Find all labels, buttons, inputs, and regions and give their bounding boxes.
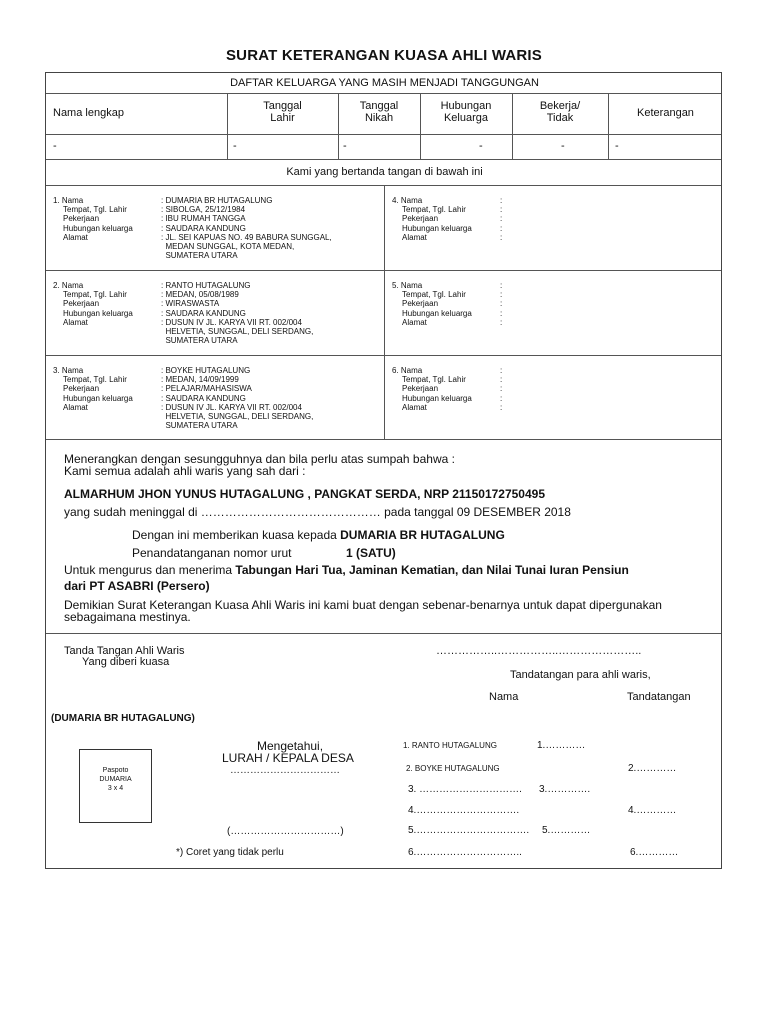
photo-box [79, 749, 152, 823]
heir-block-4 [392, 196, 502, 242]
heir-job: : [500, 299, 503, 309]
spacer [53, 412, 161, 421]
heir-address: : [500, 402, 503, 412]
heir-name: : [500, 281, 503, 290]
sign-list-name: 3. …………………………. [408, 784, 522, 795]
heir-relation: : SAUDARA KANDUNG [161, 223, 246, 233]
label: Tempat, Tgl. Lahir [63, 290, 127, 300]
heir-block-5 [392, 281, 502, 327]
header-line: Tanggal [263, 100, 302, 112]
signers-heading: Kami yang bertanda tangan di bawah ini [286, 166, 483, 178]
sign-list-name: 5.……………………………. [408, 825, 530, 836]
statement-line: Menerangkan dengan sesungguhnya dan bila perlu atas sumpah bahwa : [64, 452, 455, 466]
heir-address: MEDAN SUNGGAL, KOTA MEDAN, [161, 242, 295, 252]
place-date: ……………..……………..………………….. [436, 645, 642, 657]
sign-list-name: 4.…………………………. [408, 805, 520, 816]
sign-list-slot: 6.………… [630, 847, 679, 858]
photo-label: 3 x 4 [107, 785, 124, 792]
power-text: Dengan ini memberikan kuasa kepada [132, 528, 341, 542]
label: Alamat [63, 232, 88, 242]
column-label-tandatangan: Tandatangan [627, 691, 691, 703]
sign-list-slot: 5.………… [542, 825, 591, 836]
sign-list-name: 1. RANTO HUTAGALUNG [403, 741, 497, 750]
header-line: Hubungan [440, 100, 492, 112]
spacer [53, 421, 161, 430]
label: 5. Nama [392, 281, 423, 290]
sign-list-name: 6.………………………….. [408, 847, 522, 858]
heir-name: : [500, 366, 503, 375]
death-line: yang sudah meninggal di ……………………………………… pada tanggal 09 DESEMBER 2018 [64, 505, 571, 519]
header-line: Tidak [546, 112, 574, 124]
signer-number: 1 (SATU) [346, 546, 396, 560]
heir-address: SUMATERA UTARA [161, 336, 238, 346]
header-line: Lahir [270, 112, 295, 124]
heir-address: : DUSUN IV JL. KARYA VII RT. 002/004 [161, 317, 302, 327]
column-header-tanggal-lahir [227, 100, 338, 124]
column-header-nama: Nama lengkap [53, 107, 124, 119]
label: Hubungan keluarga [63, 308, 133, 318]
label: 2. Nama [53, 281, 84, 290]
heir-address: SUMATERA UTARA [161, 251, 238, 261]
purpose-line-2: dari PT ASABRI (Persero) [64, 579, 210, 593]
label: Tempat, Tgl. Lahir [402, 290, 466, 300]
column-divider [384, 185, 385, 439]
lurah-label: LURAH / KEPALA DESA [222, 751, 354, 765]
label: Pekerjaan [63, 214, 100, 224]
label: Pekerjaan [63, 299, 100, 309]
power-name: DUMARIA BR HUTAGALUNG [340, 528, 505, 542]
sign-list-name: 2. BOYKE HUTAGALUNG [406, 764, 500, 773]
heir-relation: : [500, 393, 503, 403]
heir-block-2 [53, 281, 313, 345]
heir-address: : [500, 317, 503, 327]
table-cell: - [615, 140, 619, 152]
table-cell: - [343, 140, 347, 152]
note: *) Coret yang tidak perlu [176, 847, 284, 858]
label: Hubungan keluarga [402, 393, 472, 403]
label: Alamat [402, 317, 427, 327]
heir-name: : DUMARIA BR HUTAGALUNG [161, 196, 273, 205]
heir-job: : PELAJAR/MAHASISWA [161, 384, 252, 394]
heir-relation: : [500, 308, 503, 318]
label: Tempat, Tgl. Lahir [63, 375, 127, 385]
heir-relation: : SAUDARA KANDUNG [161, 308, 246, 318]
heir-name: : RANTO HUTAGALUNG [161, 281, 251, 290]
header-line: Keluarga [443, 112, 489, 124]
table-cell: - [561, 140, 565, 152]
lurah-dots: …………………………… [230, 765, 340, 776]
lurah-name: (……………………………) [227, 826, 344, 837]
heir-name: : [500, 196, 503, 205]
column-header-keterangan: Keterangan [637, 107, 694, 119]
heir-block-6 [392, 366, 502, 412]
purpose-line [64, 563, 629, 577]
heir-birth: : [500, 375, 503, 385]
label: Hubungan keluarga [402, 308, 472, 318]
purpose-text: Untuk mengurus dan menerima [64, 563, 236, 577]
heir-name: : BOYKE HUTAGALUNG [161, 366, 251, 375]
document-title: SURAT KETERANGAN KUASA AHLI WARIS [225, 47, 543, 64]
divider [46, 134, 721, 135]
ttd-label: Tanda Tangan Ahli Waris [64, 645, 185, 657]
heir-job: : IBU RUMAH TANGGA [161, 214, 246, 224]
spacer [53, 251, 161, 260]
label: Alamat [63, 317, 88, 327]
heir-birth: : [500, 205, 503, 215]
label: Pekerjaan [402, 384, 439, 394]
divider [46, 93, 721, 94]
heir-birth: : [500, 290, 503, 300]
heir-address: HELVETIA, SUNGGAL, DELI SERDANG, [161, 412, 314, 422]
heir-block-1 [53, 196, 332, 260]
heir-address: HELVETIA, SUNGGAL, DELI SERDANG, [161, 327, 314, 337]
sign-list-slot: 3.…………. [539, 784, 591, 795]
column-header-tanggal-nikah [338, 100, 420, 124]
ttd-label: Yang diberi kuasa [82, 656, 170, 668]
header-line: Nikah [364, 112, 394, 124]
heir-job: : WIRASWASTA [161, 299, 220, 309]
table-cell: - [233, 140, 237, 152]
label: Tempat, Tgl. Lahir [402, 205, 466, 215]
label: 1. Nama [53, 196, 84, 205]
closing-line: Demikian Surat Keterangan Kuasa Ahli Waris ini kami buat dengan sebenar-benarnya untuk dapat dipergunakan [64, 598, 662, 612]
spacer [53, 327, 161, 336]
header-line: Bekerja/ [539, 100, 581, 112]
table-cell: - [479, 140, 483, 152]
signer-number-label: Penandatanganan nomor urut [132, 546, 292, 560]
column-divider [608, 93, 609, 159]
purpose-bold: Tabungan Hari Tua, Jaminan Kematian, dan Nilai Tunai Iuran Pensiun [235, 563, 629, 577]
header-line: Tanggal [359, 100, 399, 112]
label: Hubungan keluarga [402, 223, 472, 233]
heir-address: : JL. SEI KAPUAS NO. 49 BABURA SUNGGAL, [161, 232, 332, 242]
divider [46, 159, 721, 160]
divider [46, 439, 721, 440]
heir-relation: : SAUDARA KANDUNG [161, 393, 246, 403]
heir-block-3 [53, 366, 313, 430]
heir-job: : [500, 384, 503, 394]
heir-address: : DUSUN IV JL. KARYA VII RT. 002/004 [161, 402, 302, 412]
divider [46, 633, 721, 634]
table-cell: - [53, 140, 57, 152]
label: Alamat [402, 232, 427, 242]
attorney-name: (DUMARIA BR HUTAGALUNG) [51, 713, 195, 724]
spacer [53, 242, 161, 251]
family-table-heading: DAFTAR KELUARGA YANG MASIH MENJADI TANGGUNGAN [230, 77, 539, 89]
column-label-nama: Nama [489, 691, 519, 703]
closing-line: sebagaimana mestinya. [64, 610, 191, 624]
label: 4. Nama [392, 196, 423, 205]
heir-address: SUMATERA UTARA [161, 421, 238, 431]
heir-birth: : MEDAN, 14/09/1999 [161, 375, 239, 385]
label: Pekerjaan [402, 214, 439, 224]
heirs-signature-label: Tandatangan para ahli waris, [510, 669, 651, 681]
power-line [132, 528, 505, 542]
label: Tempat, Tgl. Lahir [63, 205, 127, 215]
statement-line: Kami semua adalah ahli waris yang sah dari : [64, 464, 306, 478]
label: Alamat [402, 402, 427, 412]
spacer [53, 336, 161, 345]
sign-list-slot: 2.………… [628, 763, 677, 774]
label: Pekerjaan [63, 384, 100, 394]
heir-job: : [500, 214, 503, 224]
label: Pekerjaan [402, 299, 439, 309]
heir-relation: : [500, 223, 503, 233]
heir-birth: : MEDAN, 05/08/1989 [161, 290, 239, 300]
label: Alamat [63, 402, 88, 412]
column-header-hubungan [420, 100, 512, 124]
deceased-line: ALMARHUM JHON YUNUS HUTAGALUNG , PANGKAT SERDA, NRP 21150172750495 [64, 487, 546, 501]
heir-birth: : SIBOLGA, 25/12/1984 [161, 205, 246, 215]
column-header-bekerja [512, 100, 608, 124]
photo-label: Paspoto [102, 767, 129, 774]
heir-address: : [500, 232, 503, 242]
label: Hubungan keluarga [63, 223, 133, 233]
mengetahui-label: Mengetahui, [257, 739, 324, 753]
photo-label: DUMARIA [99, 776, 132, 783]
label: 6. Nama [392, 366, 423, 375]
sign-list-slot: 1.………… [537, 740, 586, 751]
label: Tempat, Tgl. Lahir [402, 375, 466, 385]
label: 3. Nama [53, 366, 84, 375]
sign-list-slot: 4.………… [628, 805, 677, 816]
label: Hubungan keluarga [63, 393, 133, 403]
